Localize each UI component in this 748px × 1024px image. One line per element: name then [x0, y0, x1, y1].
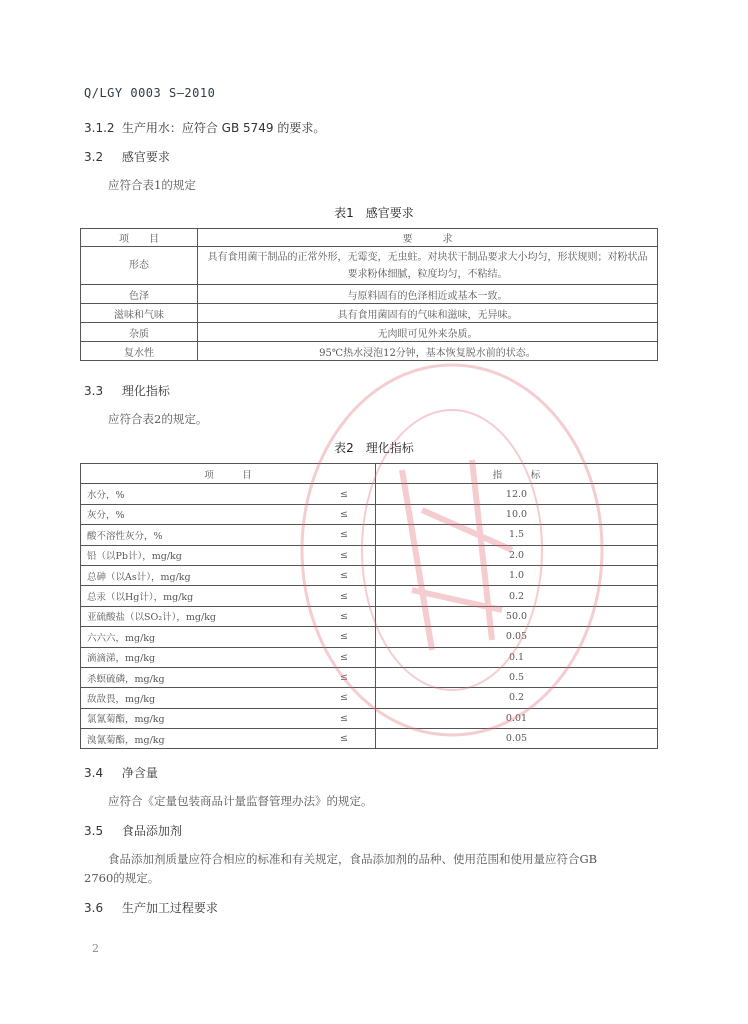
- row-operator: ≤: [313, 484, 376, 504]
- row-item: 总砷（以As计），mg/kg: [81, 565, 314, 585]
- table-row: [81, 304, 658, 323]
- table-row: [81, 247, 658, 285]
- page-number: 2: [92, 942, 99, 955]
- row-requirement: 具有食用菌固有的气味和滋味，无异味。: [198, 304, 658, 323]
- row-item: 滋味和气味: [81, 304, 198, 323]
- section-title: 感官要求: [121, 150, 170, 164]
- section-3-6-heading: [84, 899, 218, 916]
- section-title: 生产加工过程要求: [121, 901, 218, 915]
- row-operator: ≤: [313, 667, 376, 687]
- section-title: 净含量: [121, 766, 158, 780]
- row-item: 滴滴涕，mg/kg: [81, 647, 314, 667]
- row-value: 10.0: [376, 504, 658, 524]
- table-row: [81, 729, 658, 749]
- row-requirement: 具有食用菌干制品的正常外形，无霉变，无虫蛀。对块状干制品要求大小均匀，形状规则；对粉状品要求粉体细腻，粒度均匀，不粘结。: [198, 247, 658, 285]
- row-value: 0.2: [376, 688, 658, 708]
- row-value: 2.0: [376, 545, 658, 565]
- row-operator: ≤: [313, 545, 376, 565]
- row-requirement: 95℃热水浸泡12分钟，基本恢复脱水前的状态。: [198, 342, 658, 361]
- section-title: 食品添加剂: [121, 824, 182, 838]
- row-operator: ≤: [313, 525, 376, 545]
- row-item: 形态: [81, 247, 198, 285]
- section-text: 生产用水：应符合 GB 5749 的要求。: [121, 121, 326, 135]
- section-3-1-2: [84, 119, 325, 136]
- table-header-row: [81, 229, 658, 247]
- row-value: 0.01: [376, 708, 658, 728]
- row-operator: ≤: [313, 606, 376, 626]
- row-value: 0.05: [376, 627, 658, 647]
- row-item: 杂质: [81, 323, 198, 342]
- header-item: 项 目: [81, 464, 376, 484]
- row-item: 六六六，mg/kg: [81, 627, 314, 647]
- section-number: 3.6: [84, 901, 104, 915]
- header-item: 项 目: [81, 229, 198, 247]
- row-operator: ≤: [313, 647, 376, 667]
- table-row: [81, 504, 658, 524]
- row-value: 1.0: [376, 565, 658, 585]
- row-operator: ≤: [313, 627, 376, 647]
- row-requirement: 无肉眼可见外来杂质。: [198, 323, 658, 342]
- table2-caption: 表2 理化指标: [334, 441, 414, 455]
- row-operator: ≤: [313, 688, 376, 708]
- row-item: 复水性: [81, 342, 198, 361]
- row-item: 灰分，%: [81, 504, 314, 524]
- section-3-4-body: 应符合《定量包装商品计量监督管理办法》的规定。: [108, 794, 373, 808]
- row-item: 亚硫酸盐（以SO₂计），mg/kg: [81, 606, 314, 626]
- table-row: [81, 708, 658, 728]
- row-operator: ≤: [313, 504, 376, 524]
- header-index: 指 标: [376, 464, 658, 484]
- row-item: 溴氰菊酯，mg/kg: [81, 729, 314, 749]
- section-number: 3.4: [84, 766, 104, 780]
- table-row: [81, 525, 658, 545]
- section-3-4-heading: [84, 764, 158, 781]
- row-item: 色泽: [81, 285, 198, 304]
- row-operator: ≤: [313, 565, 376, 585]
- section-title: 理化指标: [121, 384, 170, 398]
- row-value: 0.1: [376, 647, 658, 667]
- table-row: [81, 627, 658, 647]
- section-3-2-heading: [84, 148, 170, 165]
- row-item: 水分，%: [81, 484, 314, 504]
- row-operator: ≤: [313, 729, 376, 749]
- document-id: Q/LGY 0003 S—2010: [84, 86, 216, 100]
- table-row: [81, 667, 658, 687]
- row-requirement: 与原料固有的色泽相近或基本一致。: [198, 285, 658, 304]
- section-3-3-body: 应符合表2的规定。: [108, 412, 208, 426]
- row-value: 12.0: [376, 484, 658, 504]
- section-3-5-body-line2: 2760的规定。: [84, 871, 160, 885]
- table1-sensory: [80, 228, 658, 361]
- table-row: [81, 285, 658, 304]
- row-item: 铅（以Pb计），mg/kg: [81, 545, 314, 565]
- section-number: 3.3: [84, 384, 104, 398]
- section-3-5-body-line1: 食品添加剂质量应符合相应的标准和有关规定，食品添加剂的品种、使用范围和使用量应符合GB: [108, 852, 598, 866]
- table-row: [81, 565, 658, 585]
- table-row: [81, 586, 658, 606]
- table-row: [81, 606, 658, 626]
- row-operator: ≤: [313, 586, 376, 606]
- table1-caption: 表1 感官要求: [334, 206, 414, 220]
- header-requirement: 要 求: [198, 229, 658, 247]
- row-value: 0.5: [376, 667, 658, 687]
- row-item: 杀螟硫磷，mg/kg: [81, 667, 314, 687]
- row-item: 氯氰菊酯，mg/kg: [81, 708, 314, 728]
- table-row: [81, 647, 658, 667]
- row-item: 敌敌畏，mg/kg: [81, 688, 314, 708]
- section-number: 3.5: [84, 824, 104, 838]
- table-row: [81, 545, 658, 565]
- row-operator: ≤: [313, 708, 376, 728]
- row-value: 50.0: [376, 606, 658, 626]
- table-row: [81, 484, 658, 504]
- section-3-3-heading: [84, 382, 170, 399]
- row-item: 总汞（以Hg计），mg/kg: [81, 586, 314, 606]
- table-row: [81, 323, 658, 342]
- row-value: 1.5: [376, 525, 658, 545]
- table2-physicochemical: [80, 463, 658, 749]
- table-row: [81, 342, 658, 361]
- row-item: 酸不溶性灰分，%: [81, 525, 314, 545]
- section-3-2-body: 应符合表1的规定: [108, 178, 196, 192]
- section-number: 3.1.2: [84, 121, 115, 135]
- table-row: [81, 688, 658, 708]
- table-header-row: [81, 464, 658, 484]
- row-value: 0.05: [376, 729, 658, 749]
- section-number: 3.2: [84, 150, 104, 164]
- section-3-5-heading: [84, 822, 182, 839]
- row-value: 0.2: [376, 586, 658, 606]
